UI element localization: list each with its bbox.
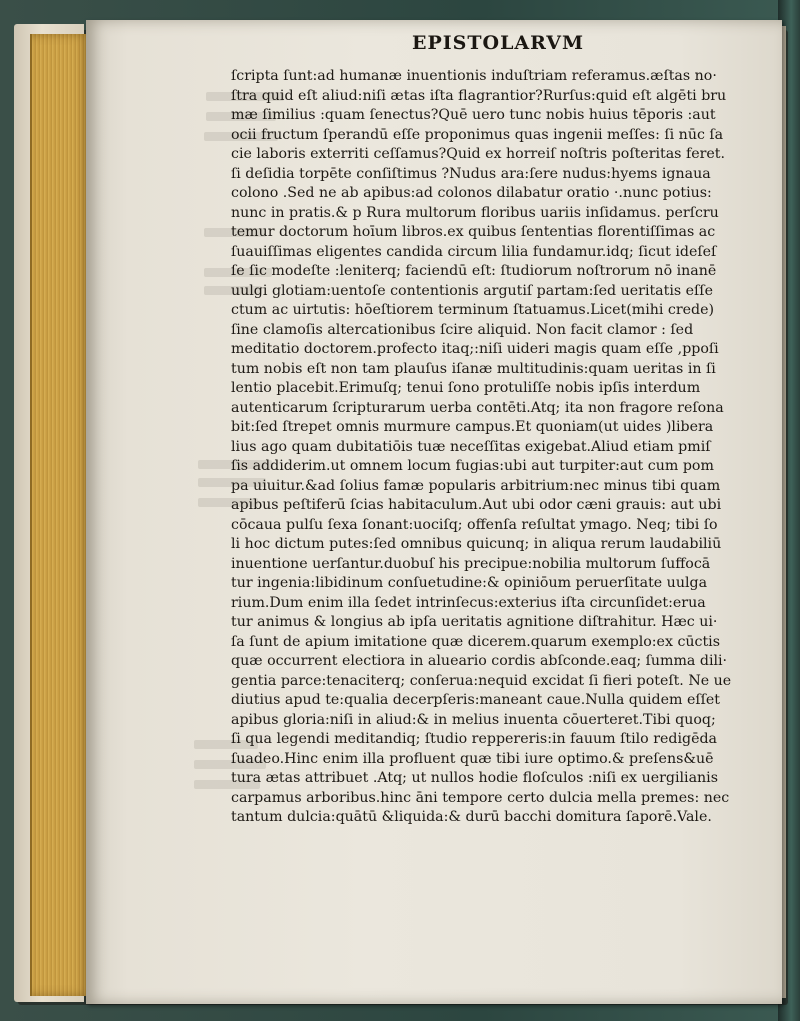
text-line: tantum dulcia:quātū &liquida:& durū bacchi domitura ſaporē.Vale. xyxy=(231,809,712,825)
text-line: ſi qua legendi meditandiq; ſtudio reppereris:in fauum ſtilo redigēda xyxy=(231,731,718,747)
gilt-page-edges xyxy=(30,34,90,996)
text-line: ocii fructum ſperandū eſſe proponimus quas ingenii meſſes: ſi nūc ſa xyxy=(231,126,724,143)
text-line: diutius apud te:qualia decerpſeris:maneant caue.Nulla quidem eſſet xyxy=(231,692,720,708)
text-line: apibus peſtiferū ſcias habitaculum.Aut ubi odor cæni grauis: aut ubi xyxy=(231,497,722,513)
text-line: colono .Sed ne ab apibus:ad colonos dilabatur oratio ·.nunc potius: xyxy=(231,185,712,201)
text-line: inuentione uerſantur.duobuſ his precipue:nobilia multorum ſuffocā xyxy=(231,555,711,572)
text-line: tur animus & longius ab ipſa ueritatis agnitione diſtrahitur. Hæc ui· xyxy=(231,614,718,630)
text-line: uulgi glotiam:uentoſe contentionis argutiſ partam:ſed ueritatis eſſe xyxy=(231,282,713,299)
text-line: tura ætas attribuet .Atq; ut nullos hodie floſculos :niſi ex uergilianis xyxy=(231,770,718,786)
text-line: ſtra quid eſt aliud:niſi ætas iſta flagrantior?Rurſus:quid eſt algēti bru xyxy=(231,87,727,104)
text-line: bit:ſed ſtrepet omnis murmure campus.Et quoniam(ut uides )libera xyxy=(231,419,714,435)
text-line: cōcaua pulſu ſexa ſonant:uociſq; offenſa reſultat ymago. Neq; tibi ſo xyxy=(231,516,718,533)
text-line: ſe ſic modeſte :leniterq; faciendū eſt: ſtudiorum noſtrorum nō inanē xyxy=(231,263,717,279)
text-line: quæ occurrent electiora in alueario cordis abſconde.eaq; ſumma dili· xyxy=(231,653,728,669)
text-line: ctum ac uirtutis: hōeſtiorem terminum ſtatuamus.Licet(mihi crede) xyxy=(231,302,715,318)
text-line: lius ago quam dubitatiōis tuæ neceſſitas exigebat.Aliud etiam pmiſ xyxy=(231,438,711,455)
text-line: gentia parce:tenaciterq; conſerua:nequid excidat ſi fieri poteſt. Ne ue xyxy=(231,672,732,689)
text-line: ſuadeo.Hinc enim illa profluent quæ tibi iure optimo.& preſens&uē xyxy=(231,750,714,767)
text-line: ſcripta ſunt:ad humanæ inuentionis induſtriam referamus.æſtas no· xyxy=(231,68,717,84)
text-block xyxy=(231,67,761,828)
running-head: EPISTOLARVM xyxy=(412,32,585,54)
text-line: meditatio doctorem.profecto itaq;:niſi uideri magis quam eſſe ,ppoſi xyxy=(231,341,719,357)
text-line: ſi deſidia torpēte conſiſtimus ?Nudus ara:ſere nudus:hyems ignaua xyxy=(231,165,711,182)
text-line: li hoc dictum putes:ſed omnibus quicunq; in aliqua rerum laudabiliū xyxy=(231,536,722,552)
text-line: pa uiuitur.&ad ſolius famæ popularis arbitrium:nec minus tibi quam xyxy=(231,477,721,494)
text-line: carpamus arboribus.hinc āni tempore certo dulcia mella premes: nec xyxy=(231,789,730,806)
text-line: tur ingenia:libidinum conſuetudine:& opiniōum peruerſitate uulga xyxy=(231,575,708,591)
text-line: lentio placebit.Erimuſq; tenui ſono protuliſſe nobis ipſis interdum xyxy=(231,380,701,396)
text-line: cie laboris exterriti ceſſamus?Quid ex horreiſ noſtris poſteritas feret. xyxy=(231,146,726,162)
text-line: apibus gloria:niſi in aliud:& in melius inuenta cōuerteret.Tibi quoq; xyxy=(231,711,716,728)
text-line: rium.Dum enim illa ſedet intrinſecus:exterius iſta circunſidet:erua xyxy=(231,594,706,611)
text-line: tum nobis eſt non tam plauſus iſanæ multitudinis:quam ueritas in ſi xyxy=(231,360,716,377)
text-line: ſa ſunt de apium imitatione quæ dicerem.quarum exemplo:ex cūctis xyxy=(231,633,721,650)
text-line: ſine clamoſis altercationibus ſcire aliquid. Non facit clamor : ſed xyxy=(231,321,694,338)
text-line: ſis addiderim.ut omnem locum fugias:ubi aut turpiter:aut cum pom xyxy=(231,458,714,474)
book-page xyxy=(86,20,782,1004)
text-line: nunc in pratis.& p Rura multorum floribus uariis inſidamus. perſcru xyxy=(231,204,719,221)
text-line: temur doctorum hoīum libros.ex quibus ſententias florentiſſimas ac xyxy=(231,224,716,240)
text-line: ſuauiſſimas eligentes candida circum lilia fundamur.idq; ſicut ideſeſ xyxy=(231,243,717,260)
text-line: autenticarum ſcripturarum uerba contēti.Atq; ita non fragore reſona xyxy=(231,399,724,416)
text-line: mæ ſimilius :quam ſenectus?Quē uero tunc nobis huius tēporis :aut xyxy=(231,107,716,123)
